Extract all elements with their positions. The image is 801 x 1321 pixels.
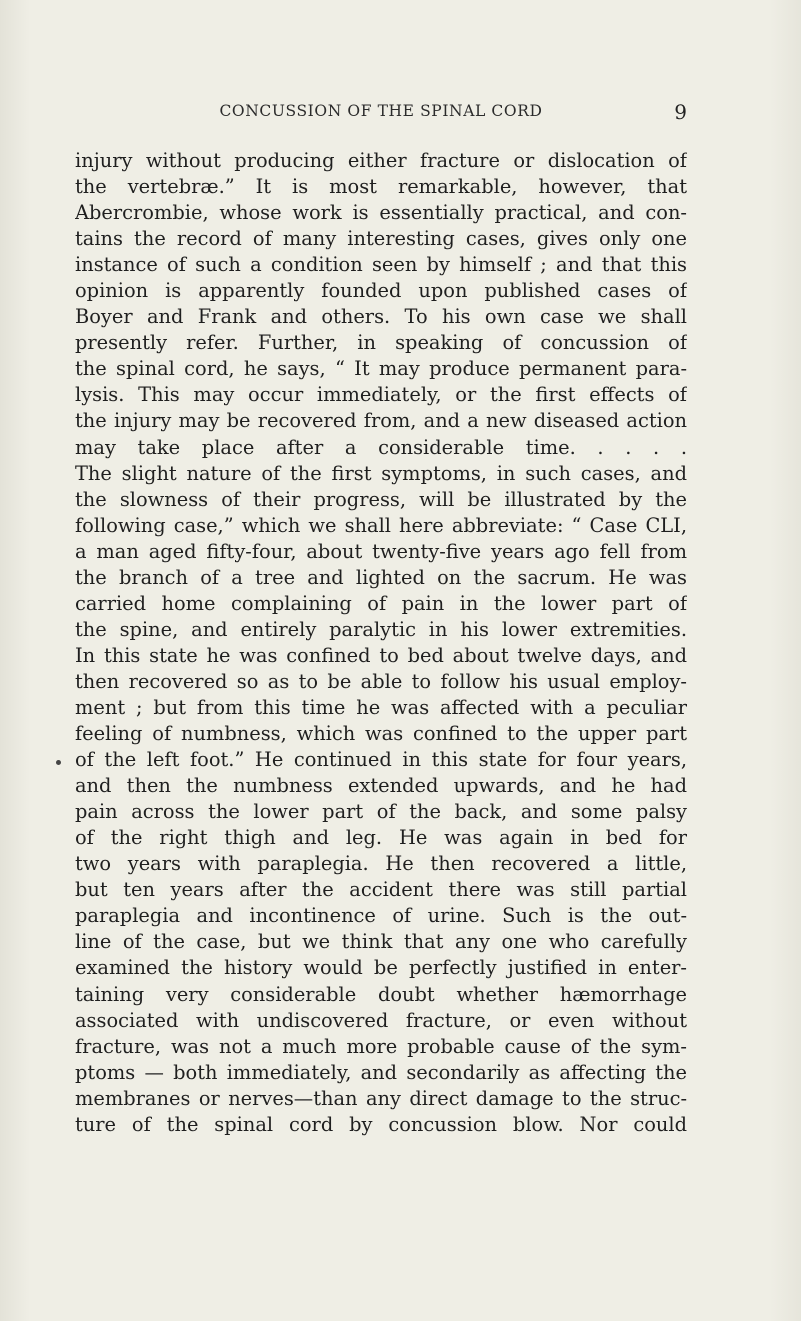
text-line: pain across the lower part of the back, and some palsy — [75, 800, 687, 824]
text-line: injury without producing either fracture or dislocation of — [75, 149, 687, 172]
text-line: fracture, was not a much more probable cause of the sym- — [75, 1034, 687, 1058]
running-head — [75, 100, 687, 128]
text-line: ptoms — both immediately, and secondarily as affecting the — [75, 1060, 687, 1084]
text-line: Abercrombie, whose work is essentially practical, and con- — [75, 201, 687, 225]
text-line: the spine, and entirely paralytic in his lower extremities. — [75, 617, 687, 641]
text-line: the injury may be recovered from, and a new diseased action — [75, 409, 687, 433]
text-line: of the right thigh and leg. He was again in bed for — [75, 826, 687, 850]
text-line: the branch of a tree and lighted on the sacrum. He was — [75, 565, 687, 589]
text-line: following case,” which we shall here abbreviate: “ Case CLI, — [75, 513, 687, 537]
text-line: feeling of numbness, which was confined to the upper part — [75, 722, 687, 746]
text-line: ment ; but from this time he was affected with a peculiar — [75, 695, 687, 719]
text-line: ture of the spinal cord by concussion blow. Nor could — [75, 1112, 687, 1136]
text-line: of the left foot.” He continued in this state for four years, — [75, 748, 687, 772]
text-line: the spinal cord, he says, “ It may produce permanent para- — [75, 357, 687, 381]
text-line: taining very considerable doubt whether hæmorrhage — [75, 982, 687, 1006]
text-line: but ten years after the accident there was still partial — [75, 878, 687, 902]
text-line: associated with undiscovered fracture, or even without — [75, 1008, 687, 1032]
text-line: opinion is apparently founded upon published cases of — [75, 279, 687, 303]
text-line: lysis. This may occur immediately, or the first effects of — [75, 383, 687, 407]
text-line: The slight nature of the first symptoms, in such cases, and — [75, 461, 687, 485]
text-line: carried home complaining of pain in the lower part of — [75, 591, 687, 615]
text-line: Boyer and Frank and others. To his own case we shall — [75, 305, 687, 329]
text-line: line of the case, but we think that any one who carefully — [75, 930, 687, 954]
text-line: two years with paraplegia. He then recovered a little, — [75, 852, 687, 876]
running-title: CONCUSSION OF THE SPINAL CORD — [219, 102, 543, 120]
text-line: the slowness of their progress, will be illustrated by the — [75, 487, 687, 511]
text-line: instance of such a condition seen by himself ; and that this — [75, 253, 687, 277]
text-line: and then the numbness extended upwards, and he had — [75, 774, 687, 798]
margin-ink-dot — [56, 760, 61, 765]
text-line: In this state he was confined to bed about twelve days, and — [75, 643, 687, 667]
text-line: paraplegia and incontinence of urine. Such is the out- — [75, 904, 687, 928]
text-line: examined the history would be perfectly justified in enter- — [75, 956, 687, 980]
text-line: a man aged fifty-four, about twenty-five years ago fell from — [75, 539, 687, 563]
text-line: then recovered so as to be able to follow his usual employ- — [75, 669, 687, 693]
text-line: may take place after a considerable time. . . . . — [75, 435, 687, 459]
text-line: the vertebræ.” It is most remarkable, however, that — [75, 175, 687, 199]
page-number: 9 — [674, 100, 687, 124]
text-line: presently refer. Further, in speaking of concussion of — [75, 331, 687, 355]
text-line: membranes or nerves—than any direct damage to the struc- — [75, 1086, 687, 1110]
text-line: tains the record of many interesting cases, gives only one — [75, 227, 687, 251]
body-text — [75, 148, 687, 1138]
